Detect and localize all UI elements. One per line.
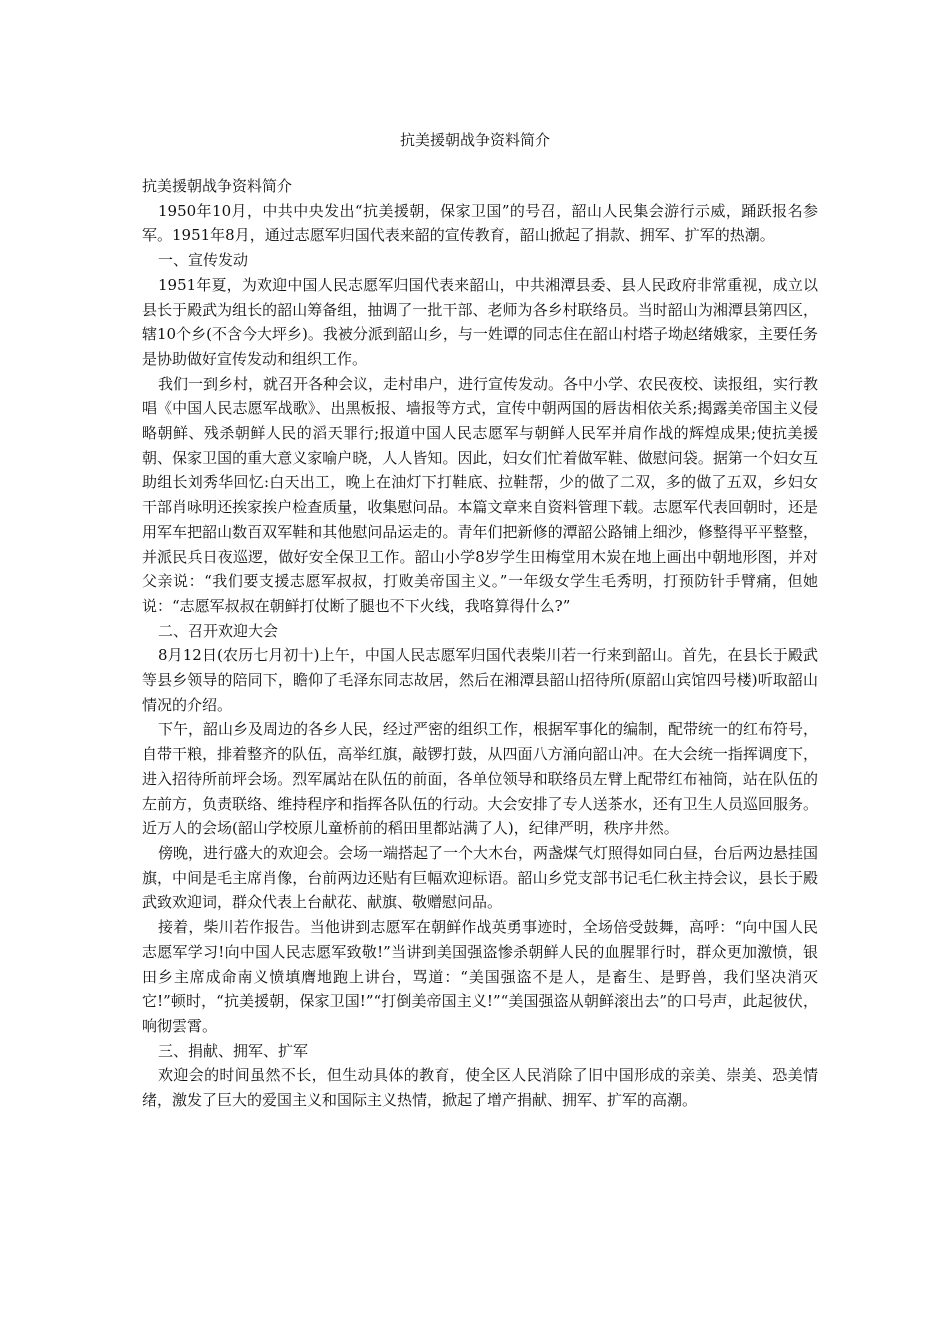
paragraph-publicity-2: 我们一到乡村，就召开各种会议，走村串户，进行宣传发动。各中小学、农民夜校、读报组，实行教唱《中国人民志愿军战歌》、出黑板报、墙报等方式，宣传中朝两国的唇齿相依关系;揭露美帝国主义侵略朝鲜、残杀朝鲜人民的滔天罪行;报道中国人民志愿军与朝鲜人民军并肩作战的辉煌成果;使抗美援朝、保家卫国的重大意义家喻户晓，人人皆知。因此，妇女们忙着做军鞋、做慰问袋。据第一个妇女互助组长刘秀华回忆:白天出工，晚上在油灯下打鞋底、拉鞋帮，少的做了二双，多的做了五双，乡妇女干部肖咏明还挨家挨户检查质量，收集慰问品。本篇文章来自资料管理下载。志愿军代表回朝时，还是用军车把韶山数百双军鞋和其他慰问品运走的。青年们把新修的潭韶公路铺上细沙，修整得平平整整，并派民兵日夜巡逻，做好安全保卫工作。韶山小学8岁学生田梅堂用木炭在地上画出中朝地形图，并对父亲说：“我们要支援志愿军叔叔，打败美帝国主义。”一年级女学生毛秀明，打预防针手臂痛，但她说：“志愿军叔叔在朝鲜打仗断了腿也不下火线，我咯算得什么?” (142, 374, 819, 615)
paragraph-intro: 1950年10月，中共中央发出“抗美援朝，保家卫国”的号召，韶山人民集会游行示威，踊跃报名参军。1951年8月，通过志愿军归国代表来韶的宣传教育，韶山掀起了捐款、拥军、扩军的热潮。 (142, 201, 818, 245)
paragraph-welcome-1: 8月12日(农历七月初十)上午，中国人民志愿军归国代表柴川若一行来到韶山。首先，在县长于殿武等县乡领导的陪同下，瞻仰了毛泽东同志故居，然后在湘潭县韶山招待所(原韶山宾馆四号楼)听取韶山情况的介绍。 (142, 646, 818, 714)
document-title: 抗美援朝战争资料简介 (399, 131, 550, 149)
paragraph-welcome-4: 接着，柴川若作报告。当他讲到志愿军在朝鲜作战英勇事迹时，全场倍受鼓舞，高呼：“向中国人民志愿军学习!向中国人民志愿军致敬!”当讲到美国强盗惨杀朝鲜人民的血腥罪行时，群众更加激愤，银田乡主席成命南义愤填膺地跑上讲台，骂道：“美国强盗不是人，是畜生、是野兽，我们坚决消灭它!”顿时，“抗美援朝，保家卫国!”“打倒美帝国主义!”“美国强盗从朝鲜滚出去”的口号声，此起彼伏，响彻雲霄。 (142, 918, 818, 1035)
section-heading-welcome-meeting: 二、召开欢迎大会 (158, 621, 279, 640)
paragraph-publicity-1: 1951年夏，为欢迎中国人民志愿军归国代表来韶山，中共湘潭县委、县人民政府非常重视，成立以县长于殿武为组长的韶山筹备组，抽调了一批干部、老师为各乡村联络员。当时韶山为湘潭县第四区，辖10个乡(不含今大坪乡)。我被分派到韶山乡，与一姓谭的同志住在韶山村塔子坳赵绪娥家，主要任务是协助做好宣传发动和组织工作。 (142, 275, 818, 368)
section-heading-publicity: 一、宣传发动 (158, 251, 249, 270)
paragraph-welcome-2: 下午，韶山乡及周边的各乡人民，经过严密的组织工作，根据军事化的编制，配带统一的红布符号，自带干粮，排着整齐的队伍，高举红旗，敲锣打鼓，从四面八方涌向韶山冲。在大会统一指挥调度下，进入招待所前坪会场。烈军属站在队伍的前面，各单位领导和联络员左臂上配带红布袖筒，站在队伍的左前方，负责联络、维持程序和指挥各队伍的行动。大会安排了专人送茶水，还有卫生人员巡回服务。近万人的会场(韶山学校原儿童桥前的稻田里都站满了人)，纪律严明，秩序井然。 (142, 720, 819, 838)
document-subtitle: 抗美援朝战争资料简介 (142, 177, 293, 195)
document-body (142, 174, 818, 1113)
paragraph-welcome-3: 傍晚，进行盛大的欢迎会。会场一端搭起了一个大木台，两盏煤气灯照得如同白昼，台后两边悬挂国旗，中间是毛主席肖像，台前两边还贴有巨幅欢迎标语。韶山乡党支部书记毛仁秋主持会议，县长于殿武致欢迎词，群众代表上台献花、献旗、敬赠慰问品。 (142, 843, 819, 912)
section-heading-donation: 三、捐献、拥军、扩军 (158, 1041, 309, 1060)
paragraph-donation-1: 欢迎会的时间虽然不长，但生动具体的教育，使全区人民消除了旧中国形成的亲美、崇美、恐美情绪，激发了巨大的爱国主义和国际主义热情，掀起了增产捐献、拥军、扩军的高潮。 (142, 1066, 818, 1110)
